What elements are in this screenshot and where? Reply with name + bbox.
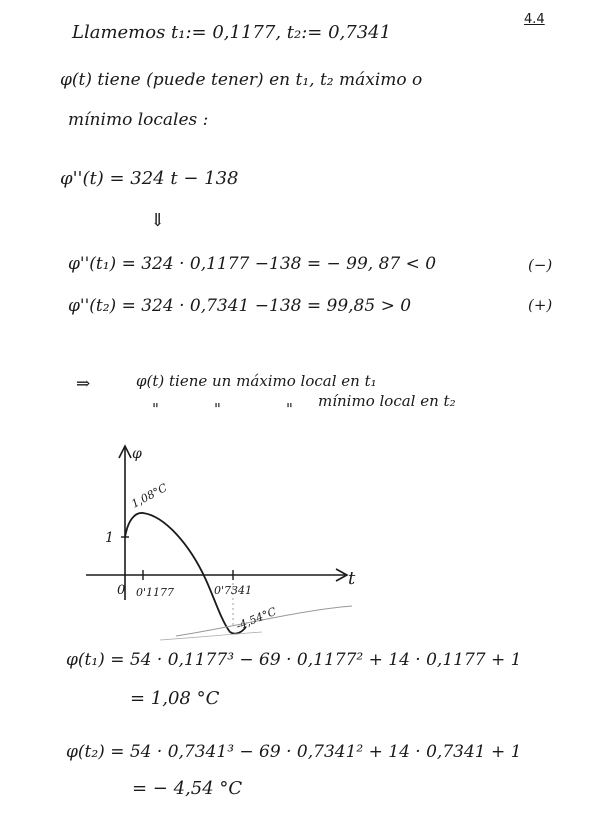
sign-positive: (+) (528, 296, 553, 314)
evaluation-t2: φ(t₂) = 54 · 0,7341³ − 69 · 0,7341² + 14 · 0,7341 + 1 (66, 742, 522, 762)
ditto-mark: " (214, 400, 221, 418)
min-value-label: -4,54°C (234, 604, 279, 633)
result-t2: = − 4,54 °C (132, 778, 243, 799)
ditto-mark: " (152, 400, 159, 418)
page-number: 4.4 (524, 12, 545, 27)
second-derivative-t1: φ''(t₁) = 324 · 0,1177 −138 = − 99, 87 < 0 (68, 254, 437, 274)
statement-line-1: φ(t) tiene (puede tener) en t₁, t₂ máximo o (60, 70, 423, 90)
ditto-mark: " (286, 400, 293, 418)
result-t1: = 1,08 °C (130, 688, 220, 709)
max-value-label: 1,08°C (129, 481, 170, 511)
evaluation-t1: φ(t₁) = 54 · 0,1177³ − 69 · 0,1177² + 14 · 0,1177 + 1 (66, 650, 522, 670)
x-axis-label: t (348, 568, 356, 589)
x-tick-label-2: 0'7341 (214, 584, 253, 597)
definition-line: Llamemos t₁:= 0,1177, t₂:= 0,7341 (72, 22, 392, 43)
y-axis-label: φ (132, 446, 142, 462)
implies-arrow: ⇒ (76, 374, 91, 394)
conclusion-max: φ(t) tiene un máximo local en t₁ (136, 372, 377, 390)
second-derivative: φ''(t) = 324 t − 138 (60, 168, 239, 189)
x-tick-label-1: 0'1177 (136, 586, 175, 599)
origin-label: 0 (117, 583, 126, 598)
second-derivative-t2: φ''(t₂) = 324 · 0,7341 −138 = 99,85 > 0 (68, 296, 412, 316)
pencil-stroke (160, 632, 262, 640)
implies-down-arrow: ⇓ (150, 210, 166, 231)
y-tick-label: 1 (105, 530, 114, 546)
statement-line-2: mínimo locales : (68, 110, 209, 130)
sign-negative: (−) (528, 256, 553, 274)
conclusion-min: mínimo local en t₂ (318, 392, 456, 410)
